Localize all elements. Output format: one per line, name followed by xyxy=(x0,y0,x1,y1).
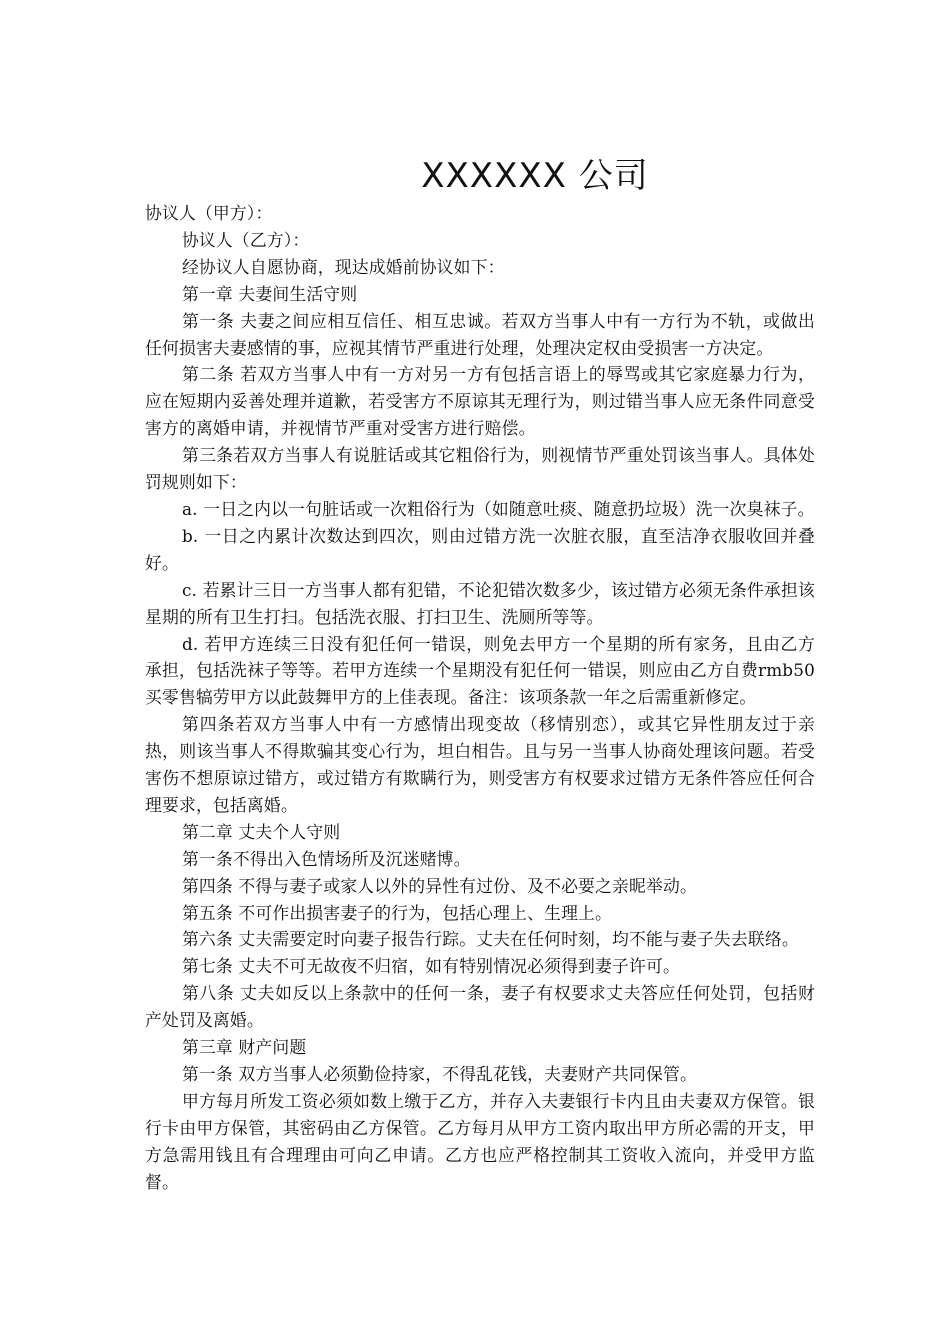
party-b-line: 协议人（乙方）： xyxy=(181,229,310,250)
article-paragraph: 第一条 双方当事人必须勤俭持家，不得乱花钱，夫妻财产共同保管。 xyxy=(181,1064,697,1084)
rule-item: a. 一日之内以一句脏话或一次粗俗行为（如随意吐痰、随意扔垃圾）洗一次臭袜子。 xyxy=(181,498,815,519)
article-paragraph: 第四条 不得与妻子或家人以外的异性有过份、及不必要之亲昵举动。 xyxy=(181,875,697,896)
rule-item: c. 若累计三日一方当事人都有犯错，不论犯错次数多少，该过错方必须无条件承担该星期的所有卫生打扫。包括洗衣服、打扫卫生、洗厕所等等。 xyxy=(145,579,815,627)
rule-item: b. 一日之内累计次数达到四次，则由过错方洗一次脏衣服，直至洁净衣服收回并叠好。 xyxy=(145,525,815,573)
article-paragraph: 第八条 丈夫如反以上条款中的任何一条，妻子有权要求丈夫答应任何处罚，包括财产处罚及离婚。 xyxy=(145,983,815,1031)
article-paragraph: 第七条 丈夫不可无故夜不归宿，如有特别情况必须得到妻子许可。 xyxy=(181,956,680,977)
article-paragraph: 第六条 丈夫需要定时向妻子报告行踪。丈夫在任何时刻，均不能与妻子失去联络。 xyxy=(181,929,799,950)
article-paragraph: 第五条 不可作出损害妻子的行为，包括心理上、生理上。 xyxy=(181,902,613,923)
article-paragraph: 第一条不得出入色情场所及沉迷赌博。 xyxy=(181,848,471,869)
article-paragraph: 第三条若双方当事人有说脏话或其它粗俗行为，则视情节严重处罚该当事人。具体处罚规则如下： xyxy=(145,445,815,493)
rule-item: d. 若甲方连续三日没有犯任何一错误，则免去甲方一个星期的所有家务，且由乙方承担，包括洗袜子等等。若甲方连续一个星期没有犯任何一错误，则应由乙方自费rmb50 买零售犒劳甲方以此鼓舞甲方的上佳表现。备注：该项条款一年之后需重新修定。 xyxy=(145,633,815,708)
chapter-heading: 第二章 丈夫个人守则 xyxy=(181,821,341,842)
article-paragraph: 甲方每月所发工资必须如数上缴于乙方，并存入夫妻银行卡内且由夫妻双方保管。银行卡由甲方保管，其密码由乙方保管。乙方每月从甲方工资内取出甲方所必需的开支，甲方急需用钱且有合理理由可向乙申请。乙方也应严格控制其工资收入流向，并受甲方监督。 xyxy=(145,1090,815,1192)
chapter-heading: 第一章 夫妻间生活守则 xyxy=(181,283,358,304)
article-paragraph: 第二条 若双方当事人中有一方对另一方有包括言语上的辱骂或其它家庭暴力行为，应在短期内妥善处理并道歉，若受害方不原谅其无理行为，则过错当事人应无条件同意受害方的离婚申请，并视情节严重对受害方进行赔偿。 xyxy=(145,364,815,439)
document-title: XXXXXX 公司 xyxy=(421,156,649,196)
article-paragraph: 第四条若双方当事人中有一方感情出现变故（移情别恋），或其它异性朋友过于亲热，则该当事人不得欺骗其变心行为，坦白相告。且与另一当事人协商处理该问题。若受害伤不想原谅过错方，或过错方有欺瞒行为，则受害方有权要求过错方无条件答应任何合理要求，包括离婚。 xyxy=(145,714,815,815)
party-a-line: 协议人（甲方）： xyxy=(145,203,273,223)
article-paragraph: 第一条 夫妻之间应相互信任、相互忠诚。若双方当事人中有一方行为不轨，或做出任何损害夫妻感情的事，应视其情节严重进行处理，处理决定权由受损害一方决定。 xyxy=(145,310,815,358)
document-body xyxy=(145,200,815,1196)
chapter-heading: 第三章 财产问题 xyxy=(181,1037,307,1058)
preamble: 经协议人自愿协商，现达成婚前协议如下： xyxy=(181,256,505,277)
